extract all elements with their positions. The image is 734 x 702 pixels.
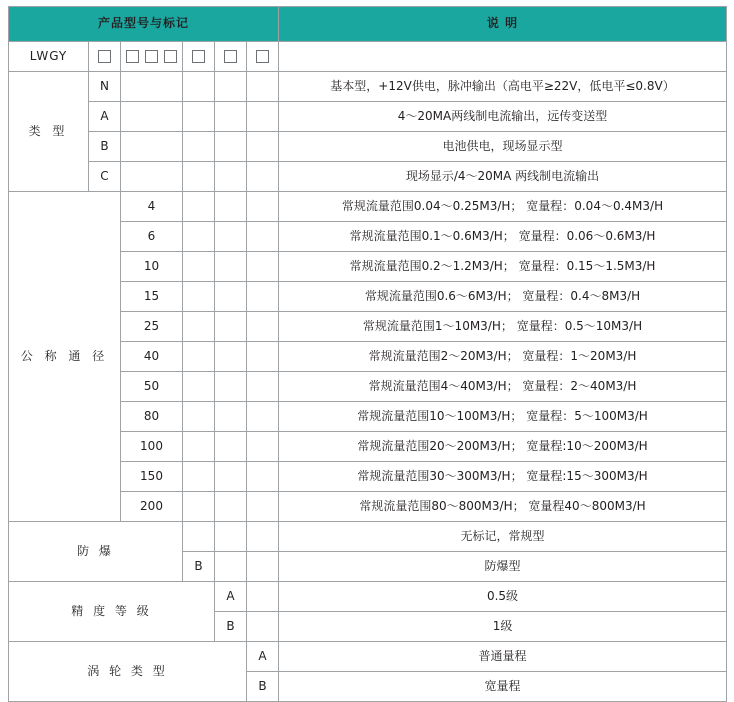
checkbox-icon: [164, 50, 177, 63]
model-box-7: [247, 42, 279, 72]
spacer-cell: [247, 552, 279, 582]
specification-table: [8, 6, 727, 702]
table-row: [9, 192, 727, 222]
spacer-cell: [247, 342, 279, 372]
spacer-cell: [215, 522, 247, 552]
spacer-cell: [215, 402, 247, 432]
diameter-desc: 常规流量范围0.1～0.6M3/H； 宽量程：0.06～0.6M3/H: [279, 222, 727, 252]
diameter-code: 6: [121, 222, 183, 252]
model-box-1: [89, 42, 121, 72]
checkbox-icon: [145, 50, 158, 63]
section-label-accuracy: 精 度 等 级: [9, 582, 215, 642]
turbine-code: A: [247, 642, 279, 672]
spacer-cell: [247, 432, 279, 462]
type-desc: 电池供电，现场显示型: [279, 132, 727, 162]
diameter-code: 15: [121, 282, 183, 312]
spacer-cell: [183, 432, 215, 462]
diameter-code: 150: [121, 462, 183, 492]
section-label-diameter: 公 称 通 径: [9, 192, 121, 522]
turbine-code: B: [247, 672, 279, 702]
spacer-cell: [183, 492, 215, 522]
spacer-cell: [247, 372, 279, 402]
spacer-cell: [215, 312, 247, 342]
table-row: [9, 132, 727, 162]
diameter-code: 25: [121, 312, 183, 342]
spacer-cell: [247, 132, 279, 162]
table-row: [9, 642, 727, 672]
turbine-desc: 普通量程: [279, 642, 727, 672]
spacer-cell: [247, 72, 279, 102]
spacer-cell: [183, 372, 215, 402]
checkbox-icon: [192, 50, 205, 63]
spacer-cell: [215, 192, 247, 222]
diameter-desc: 常规流量范围2～20M3/H； 宽量程：1～20M3/H: [279, 342, 727, 372]
spacer-cell: [183, 192, 215, 222]
type-code: A: [89, 102, 121, 132]
checkbox-icon: [126, 50, 139, 63]
spacer-cell: [183, 72, 215, 102]
model-desc-cell: [279, 42, 727, 72]
spacer-cell: [247, 582, 279, 612]
spacer-cell: [183, 462, 215, 492]
spacer-cell: [183, 252, 215, 282]
accuracy-desc: 0.5级: [279, 582, 727, 612]
spacer-cell: [247, 522, 279, 552]
type-code: B: [89, 132, 121, 162]
diameter-desc: 常规流量范围0.04～0.25M3/H； 宽量程：0.04～0.4M3/H: [279, 192, 727, 222]
spacer-cell: [215, 252, 247, 282]
spacer-cell: [247, 252, 279, 282]
checkbox-icon: [224, 50, 237, 63]
spacer-cell: [247, 492, 279, 522]
spacer-cell: [247, 612, 279, 642]
header-right-cell: 说 明: [279, 7, 727, 42]
spacer-cell: [183, 312, 215, 342]
table-row: [9, 582, 727, 612]
spacer-cell: [215, 342, 247, 372]
spacer-cell: [247, 162, 279, 192]
spacer-cell: [247, 102, 279, 132]
diameter-desc: 常规流量范围4～40M3/H； 宽量程：2～40M3/H: [279, 372, 727, 402]
spacer-cell: [121, 72, 183, 102]
type-code: N: [89, 72, 121, 102]
spacer-cell: [183, 102, 215, 132]
spacer-cell: [183, 222, 215, 252]
spacer-cell: [121, 162, 183, 192]
turbine-desc: 宽量程: [279, 672, 727, 702]
section-label-type: 类 型: [9, 72, 89, 192]
model-row: [9, 42, 727, 72]
diameter-desc: 常规流量范围0.6～6M3/H； 宽量程：0.4～8M3/H: [279, 282, 727, 312]
diameter-code: 40: [121, 342, 183, 372]
diameter-desc: 常规流量范围30～300M3/H； 宽量程:15～300M3/H: [279, 462, 727, 492]
diameter-code: 100: [121, 432, 183, 462]
section-label-turbine: 涡 轮 类 型: [9, 642, 247, 702]
section-label-explosion: 防 爆: [9, 522, 183, 582]
spacer-cell: [121, 132, 183, 162]
spacer-cell: [121, 102, 183, 132]
spacer-cell: [247, 312, 279, 342]
explosion-code: [183, 522, 215, 552]
model-box-5: [183, 42, 215, 72]
type-desc: 现场显示/4～20MA 两线制电流输出: [279, 162, 727, 192]
checkbox-icon: [98, 50, 111, 63]
table-row: [9, 72, 727, 102]
diameter-desc: 常规流量范围80～800M3/H； 宽量程40～800M3/H: [279, 492, 727, 522]
spacer-cell: [247, 222, 279, 252]
type-desc: 4～20MA两线制电流输出，远传变送型: [279, 102, 727, 132]
spacer-cell: [247, 192, 279, 222]
type-code: C: [89, 162, 121, 192]
spacer-cell: [183, 402, 215, 432]
explosion-desc: 无标记，常规型: [279, 522, 727, 552]
spacer-cell: [215, 552, 247, 582]
checkbox-icon: [256, 50, 269, 63]
diameter-code: 200: [121, 492, 183, 522]
diameter-desc: 常规流量范围10～100M3/H； 宽量程：5～100M3/H: [279, 402, 727, 432]
spacer-cell: [215, 222, 247, 252]
spacer-cell: [183, 282, 215, 312]
spacer-cell: [215, 432, 247, 462]
spacer-cell: [215, 462, 247, 492]
spacer-cell: [183, 162, 215, 192]
spacer-cell: [215, 282, 247, 312]
header-left-cell: 产品型号与标记: [9, 7, 279, 42]
table-header-row: [9, 7, 727, 42]
diameter-code: 4: [121, 192, 183, 222]
model-box-6: [215, 42, 247, 72]
spacer-cell: [247, 462, 279, 492]
table-row: [9, 102, 727, 132]
diameter-desc: 常规流量范围0.2～1.2M3/H； 宽量程：0.15～1.5M3/H: [279, 252, 727, 282]
spacer-cell: [183, 342, 215, 372]
spacer-cell: [247, 402, 279, 432]
spacer-cell: [215, 132, 247, 162]
spacer-cell: [183, 132, 215, 162]
explosion-desc: 防爆型: [279, 552, 727, 582]
spacer-cell: [247, 282, 279, 312]
spacer-cell: [215, 372, 247, 402]
diameter-code: 50: [121, 372, 183, 402]
spacer-cell: [215, 72, 247, 102]
spacer-cell: [215, 102, 247, 132]
type-desc: 基本型，+12V供电，脉冲输出（高电平≥22V，低电平≤0.8V）: [279, 72, 727, 102]
spacer-cell: [215, 492, 247, 522]
model-box-group: [121, 42, 183, 72]
diameter-desc: 常规流量范围20～200M3/H； 宽量程:10～200M3/H: [279, 432, 727, 462]
diameter-code: 10: [121, 252, 183, 282]
table-row: [9, 162, 727, 192]
table-row: [9, 522, 727, 552]
diameter-desc: 常规流量范围1～10M3/H； 宽量程：0.5～10M3/H: [279, 312, 727, 342]
accuracy-code: A: [215, 582, 247, 612]
spacer-cell: [215, 162, 247, 192]
accuracy-desc: 1级: [279, 612, 727, 642]
diameter-code: 80: [121, 402, 183, 432]
explosion-code: B: [183, 552, 215, 582]
model-name-cell: LWGY: [9, 42, 89, 72]
accuracy-code: B: [215, 612, 247, 642]
